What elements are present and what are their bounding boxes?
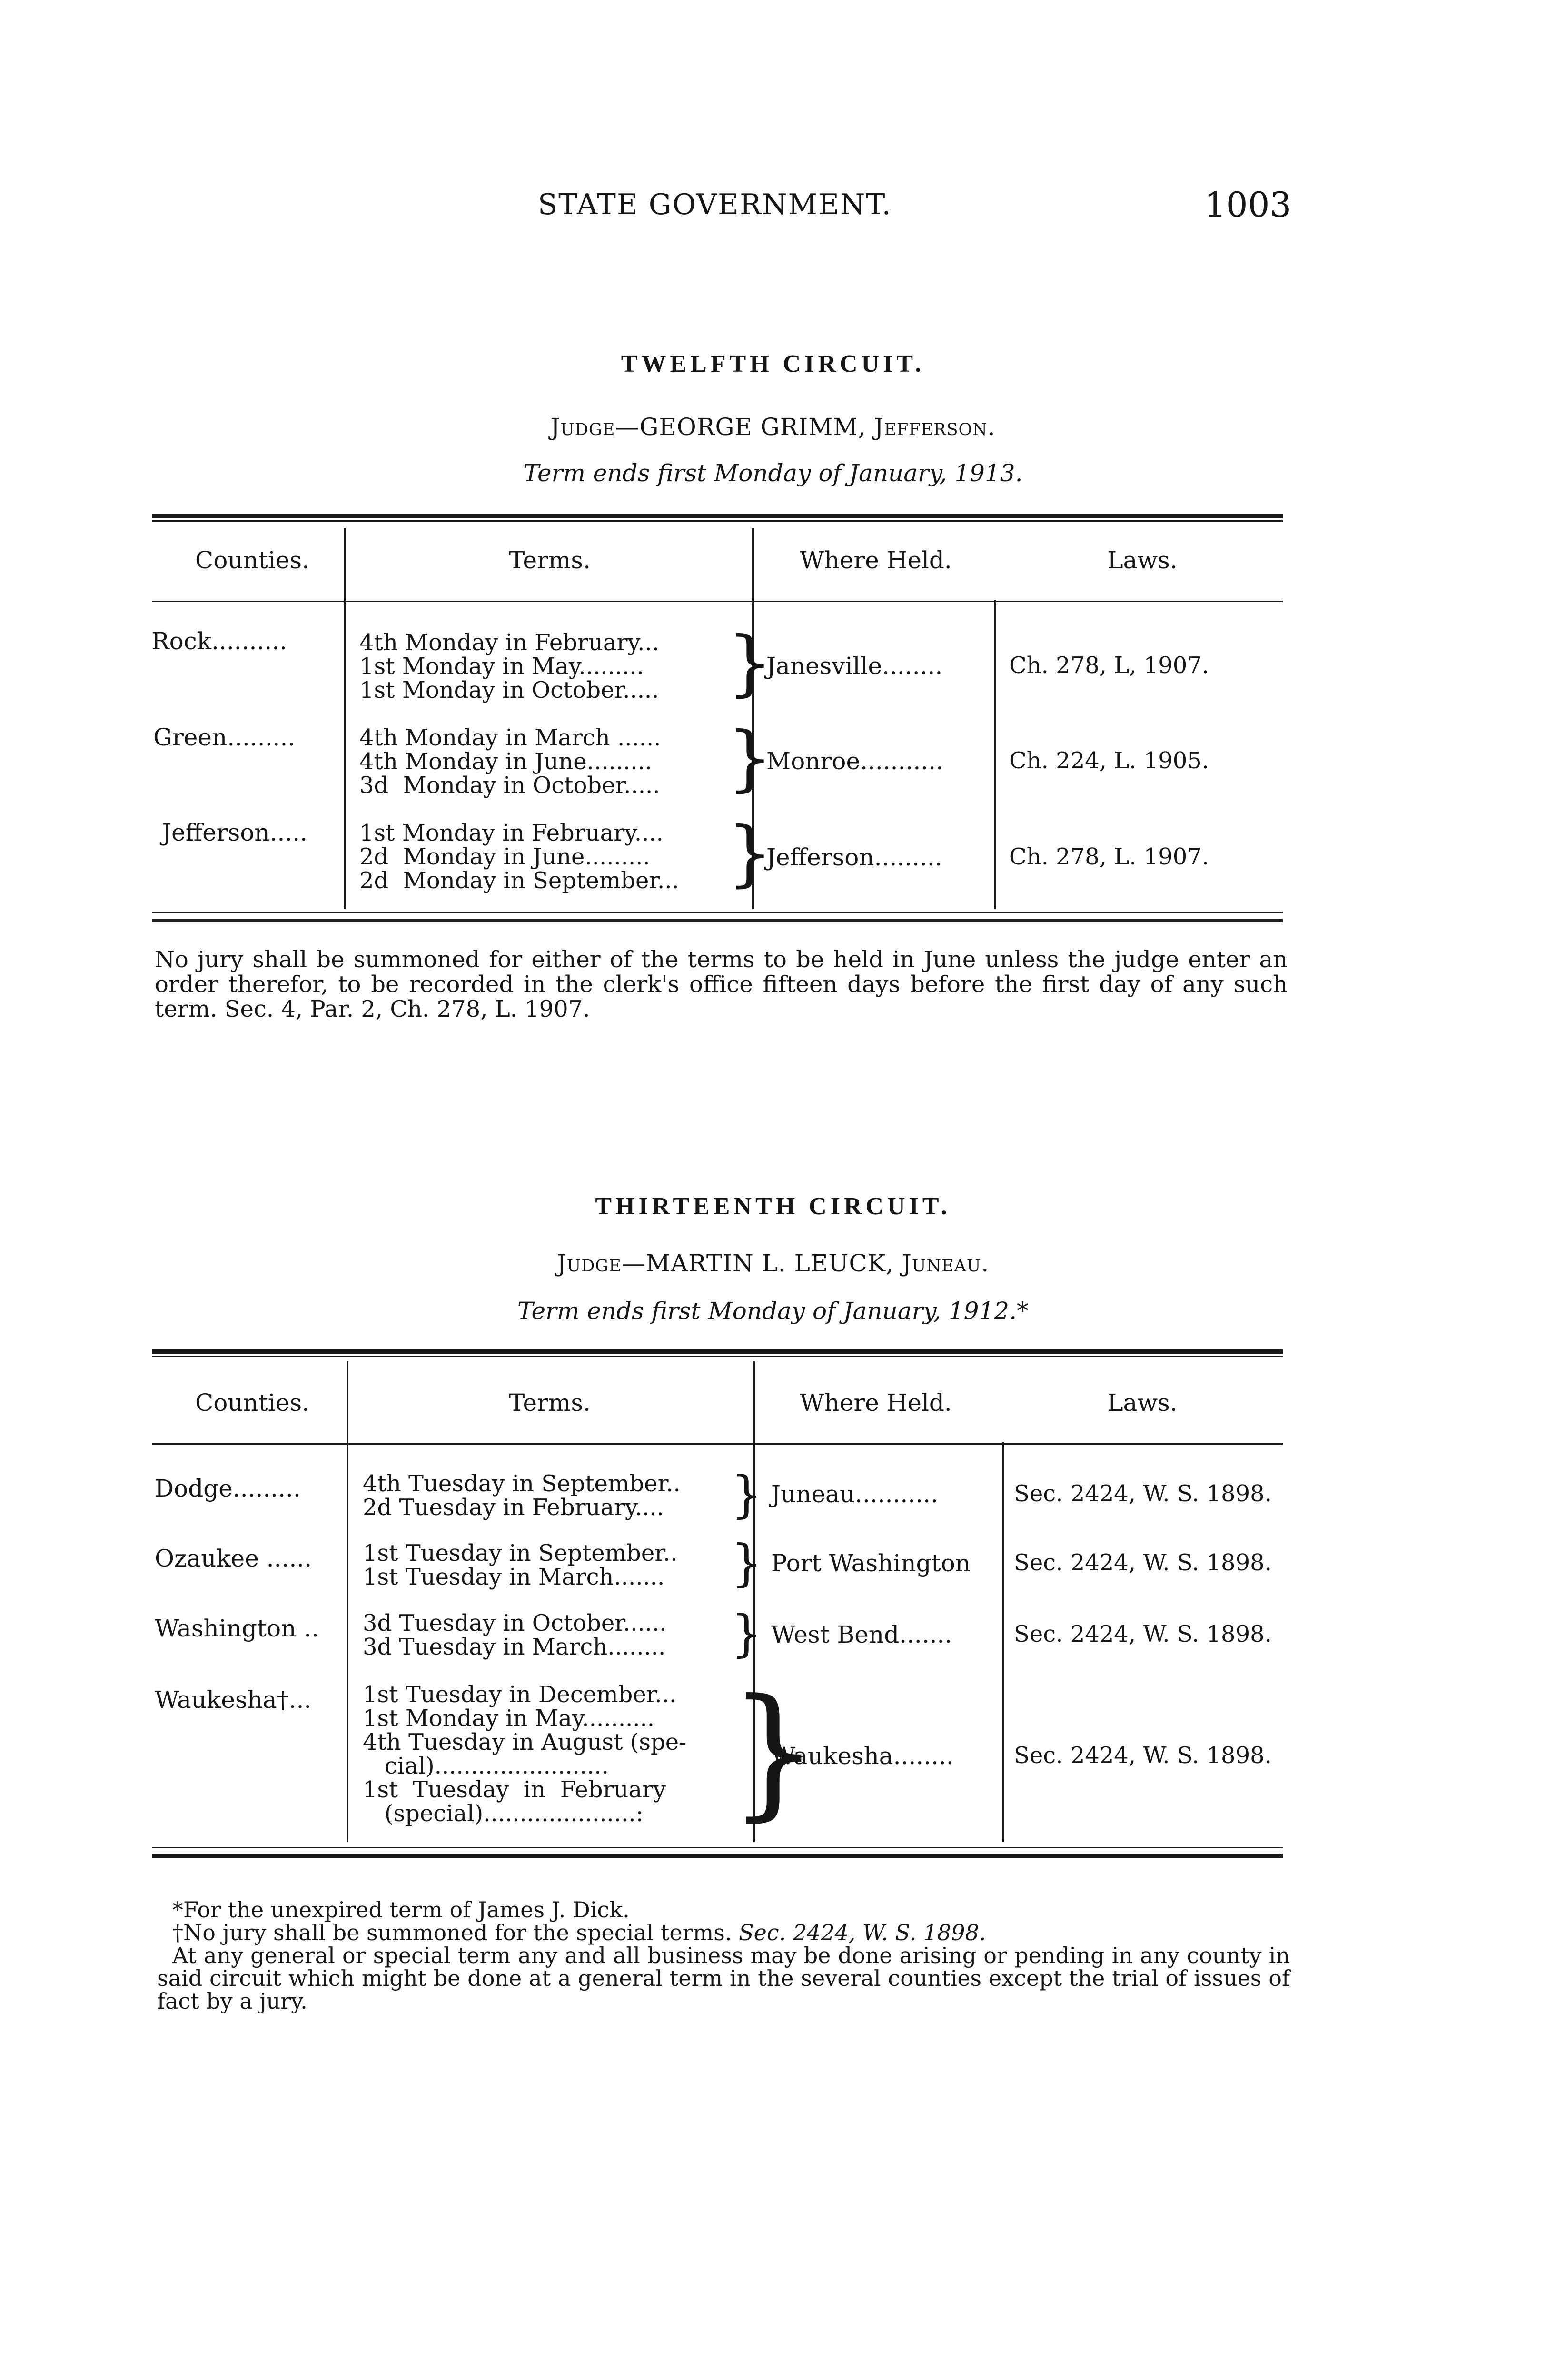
- terms-cell: [363, 1611, 667, 1659]
- twelfth-circuit-title: TWELFTH CIRCUIT.: [621, 350, 925, 377]
- terms-cell: [359, 821, 679, 892]
- term-line: 3d Tuesday in October......: [363, 1610, 667, 1636]
- county-cell: Green.........: [153, 724, 296, 751]
- table-top-rule: [152, 1349, 1283, 1354]
- judge-name: GEORGE GRIMM,: [639, 413, 866, 441]
- col-header-terms: Terms.: [509, 546, 591, 574]
- term-line: 1st Tuesday in December...: [363, 1681, 677, 1708]
- col-header-terms: Terms.: [509, 1389, 591, 1417]
- header-rule: [152, 1443, 1283, 1445]
- right-brace: }: [731, 1534, 763, 1592]
- table-top-rule-thin: [152, 1356, 1283, 1357]
- where-held-cell: Waukesha........: [771, 1742, 954, 1770]
- term-line: 1st Monday in May.........: [359, 653, 644, 680]
- col-divider: [347, 1361, 348, 1842]
- right-brace: }: [727, 812, 773, 895]
- term-line: 3d Tuesday in March........: [363, 1634, 666, 1660]
- thirteenth-circuit-title: THIRTEENTH CIRCUIT.: [595, 1193, 951, 1220]
- law-cell: Ch. 278, L. 1907.: [1009, 843, 1209, 870]
- col-header-where-held: Where Held.: [800, 1389, 952, 1417]
- right-brace: }: [728, 1668, 819, 1835]
- table-bottom-rule: [152, 1854, 1283, 1858]
- law-cell: Sec. 2424, W. S. 1898.: [1014, 1742, 1272, 1769]
- table-top-rule: [152, 514, 1283, 518]
- col-header-counties: Counties.: [195, 546, 309, 574]
- law-cell: Sec. 2424, W. S. 1898.: [1014, 1621, 1272, 1647]
- county-cell: Waukesha†...: [155, 1686, 312, 1714]
- thirteenth-term-ends: Term ends first Monday of January, 1912.*: [517, 1297, 1029, 1325]
- where-held-cell: Janesville........: [766, 652, 943, 680]
- terms-cell: [363, 1541, 677, 1589]
- twelfth-judge-line: [0, 413, 1546, 441]
- term-line: 4th Monday in February...: [359, 629, 659, 656]
- right-brace: }: [727, 717, 773, 800]
- term-line: cial)........................: [363, 1753, 609, 1779]
- col-divider: [1002, 1442, 1004, 1842]
- footnote-dagger-citation: Sec. 2424, W. S. 1898.: [739, 1920, 986, 1945]
- thirteenth-judge-line: [0, 1250, 1546, 1277]
- footnote-dagger-text: †No jury shall be summoned for the special terms.: [172, 1920, 732, 1945]
- term-line: 1st Monday in October.....: [359, 677, 659, 704]
- county-cell: Ozaukee ......: [155, 1545, 312, 1572]
- judge-prefix: Judge—: [550, 413, 640, 441]
- judge-county: Juneau.: [902, 1250, 990, 1277]
- col-header-laws: Laws.: [1107, 1389, 1178, 1417]
- judge-name: MARTIN L. LEUCK,: [645, 1250, 894, 1277]
- term-line: 1st Monday in February....: [359, 820, 664, 846]
- judge-county: Jefferson.: [874, 413, 996, 441]
- term-line: (special).....................:: [363, 1800, 644, 1827]
- col-header-where-held: Where Held.: [800, 546, 952, 574]
- table-top-rule-thin: [152, 520, 1283, 522]
- header-rule: [152, 601, 1283, 602]
- term-line: 2d Tuesday in February....: [363, 1494, 664, 1521]
- footnote-asterisk: *For the unexpired term of James J. Dick.: [172, 1897, 630, 1923]
- where-held-cell: West Bend.......: [771, 1621, 952, 1648]
- county-cell: Rock..........: [151, 627, 287, 655]
- term-line: 1st Monday in May..........: [363, 1705, 655, 1732]
- law-cell: Sec. 2424, W. S. 1898.: [1014, 1480, 1272, 1507]
- term-line: 2d Monday in September...: [359, 867, 679, 894]
- table-bottom-rule-thin: [152, 1847, 1283, 1848]
- term-line: 1st Tuesday in February: [363, 1776, 666, 1803]
- where-held-cell: Port Washington: [771, 1549, 971, 1577]
- term-line: 2d Monday in June.........: [359, 843, 650, 870]
- where-held-cell: Jefferson.........: [766, 843, 942, 871]
- running-head: STATE GOVERNMENT.: [538, 188, 892, 221]
- county-cell: Jefferson.....: [162, 819, 308, 846]
- col-divider: [344, 528, 346, 909]
- law-cell: Ch. 278, L, 1907.: [1009, 652, 1209, 679]
- term-line: 3d Monday in October.....: [359, 772, 660, 799]
- judge-prefix: Judge—: [556, 1250, 646, 1277]
- where-held-cell: Monroe...........: [766, 747, 943, 775]
- footnote-dagger: [157, 1921, 1290, 1944]
- right-brace: }: [731, 1466, 763, 1524]
- term-line: 4th Tuesday in August (spe-: [363, 1729, 687, 1755]
- where-held-cell: Juneau...........: [771, 1480, 938, 1508]
- right-brace: }: [731, 1605, 763, 1663]
- note-paragraph: No jury shall be summoned for either of the terms to be held in June unless the judge enter an order therefor, to be recorded in the clerk's office fifteen days before the first day of any such term. Sec. 4, Par. 2, Ch. 278, L. 1907.: [155, 946, 1288, 1022]
- page-number: 1003: [1204, 185, 1292, 225]
- table-bottom-rule-thin: [152, 912, 1283, 913]
- term-line: 1st Tuesday in September..: [363, 1540, 678, 1567]
- right-brace: }: [727, 622, 773, 704]
- table-bottom-rule: [152, 919, 1283, 922]
- term-line: 1st Tuesday in March.......: [363, 1564, 665, 1590]
- county-cell: Dodge.........: [155, 1475, 301, 1502]
- col-header-counties: Counties.: [195, 1389, 309, 1417]
- footnotes: [157, 1898, 1290, 2013]
- county-cell: Washington ..: [155, 1615, 319, 1642]
- twelfth-note: [155, 947, 1288, 1021]
- col-header-laws: Laws.: [1107, 546, 1178, 574]
- term-line: 4th Monday in March ......: [359, 724, 661, 751]
- col-divider: [994, 600, 996, 909]
- term-line: 4th Tuesday in September..: [363, 1470, 681, 1497]
- terms-cell: [359, 631, 659, 702]
- law-cell: Sec. 2424, W. S. 1898.: [1014, 1549, 1272, 1576]
- law-cell: Ch. 224, L. 1905.: [1009, 747, 1209, 774]
- twelfth-term-ends: Term ends first Monday of January, 1913.: [523, 459, 1023, 487]
- term-line: 4th Monday in June.........: [359, 748, 652, 775]
- terms-cell: [363, 1472, 681, 1519]
- terms-cell: [359, 726, 661, 797]
- terms-cell: [363, 1683, 686, 1825]
- footnote-general-terms: At any general or special term any and all business may be done arising or pending in any county in said circuit which might be done at a general term in the several counties except the trial of issues of fact by a jury.: [157, 1943, 1290, 2014]
